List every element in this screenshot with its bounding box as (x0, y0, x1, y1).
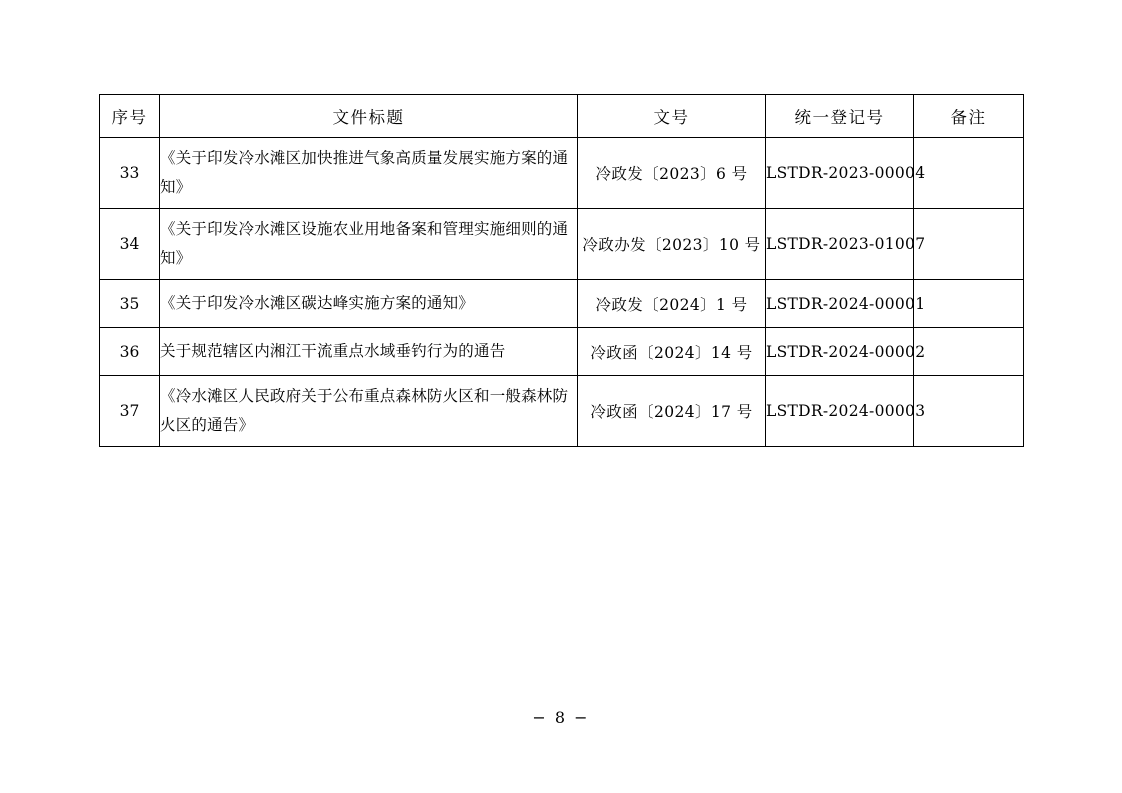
cell-doc-number: 冷政发〔2023〕6 号 (578, 138, 766, 209)
cell-note (914, 138, 1024, 209)
cell-sequence: 35 (100, 280, 160, 328)
cell-registration-number: LSTDR-2024-00002 (766, 328, 914, 376)
cell-title: 关于规范辖区内湘江干流重点水域垂钓行为的通告 (160, 328, 578, 376)
cell-sequence: 34 (100, 209, 160, 280)
column-header-sequence: 序号 (100, 95, 160, 138)
table-header-row (100, 95, 1024, 138)
cell-title: 《关于印发冷水滩区设施农业用地备案和管理实施细则的通知》 (160, 209, 578, 280)
column-header-note: 备注 (914, 95, 1024, 138)
cell-note (914, 209, 1024, 280)
cell-note (914, 280, 1024, 328)
cell-registration-number: LSTDR-2023-01007 (766, 209, 914, 280)
cell-sequence: 36 (100, 328, 160, 376)
page-number: − 8 − (532, 708, 590, 727)
cell-sequence: 37 (100, 376, 160, 447)
cell-doc-number: 冷政发〔2024〕1 号 (578, 280, 766, 328)
cell-note (914, 376, 1024, 447)
cell-doc-number: 冷政函〔2024〕17 号 (578, 376, 766, 447)
table-row (100, 138, 1024, 209)
table-row (100, 328, 1024, 376)
cell-sequence: 33 (100, 138, 160, 209)
column-header-title: 文件标题 (160, 95, 578, 138)
cell-doc-number: 冷政办发〔2023〕10 号 (578, 209, 766, 280)
cell-title: 《关于印发冷水滩区加快推进气象高质量发展实施方案的通知》 (160, 138, 578, 209)
cell-note (914, 328, 1024, 376)
cell-registration-number: LSTDR-2023-00004 (766, 138, 914, 209)
cell-doc-number: 冷政函〔2024〕14 号 (578, 328, 766, 376)
table-row (100, 376, 1024, 447)
cell-title: 《关于印发冷水滩区碳达峰实施方案的通知》 (160, 280, 578, 328)
column-header-doc-number: 文号 (578, 95, 766, 138)
table-row (100, 280, 1024, 328)
cell-title: 《冷水滩区人民政府关于公布重点森林防火区和一般森林防火区的通告》 (160, 376, 578, 447)
table-row (100, 209, 1024, 280)
cell-registration-number: LSTDR-2024-00001 (766, 280, 914, 328)
column-header-registration-number: 统一登记号 (766, 95, 914, 138)
cell-registration-number: LSTDR-2024-00003 (766, 376, 914, 447)
document-registry-table (99, 94, 1024, 447)
